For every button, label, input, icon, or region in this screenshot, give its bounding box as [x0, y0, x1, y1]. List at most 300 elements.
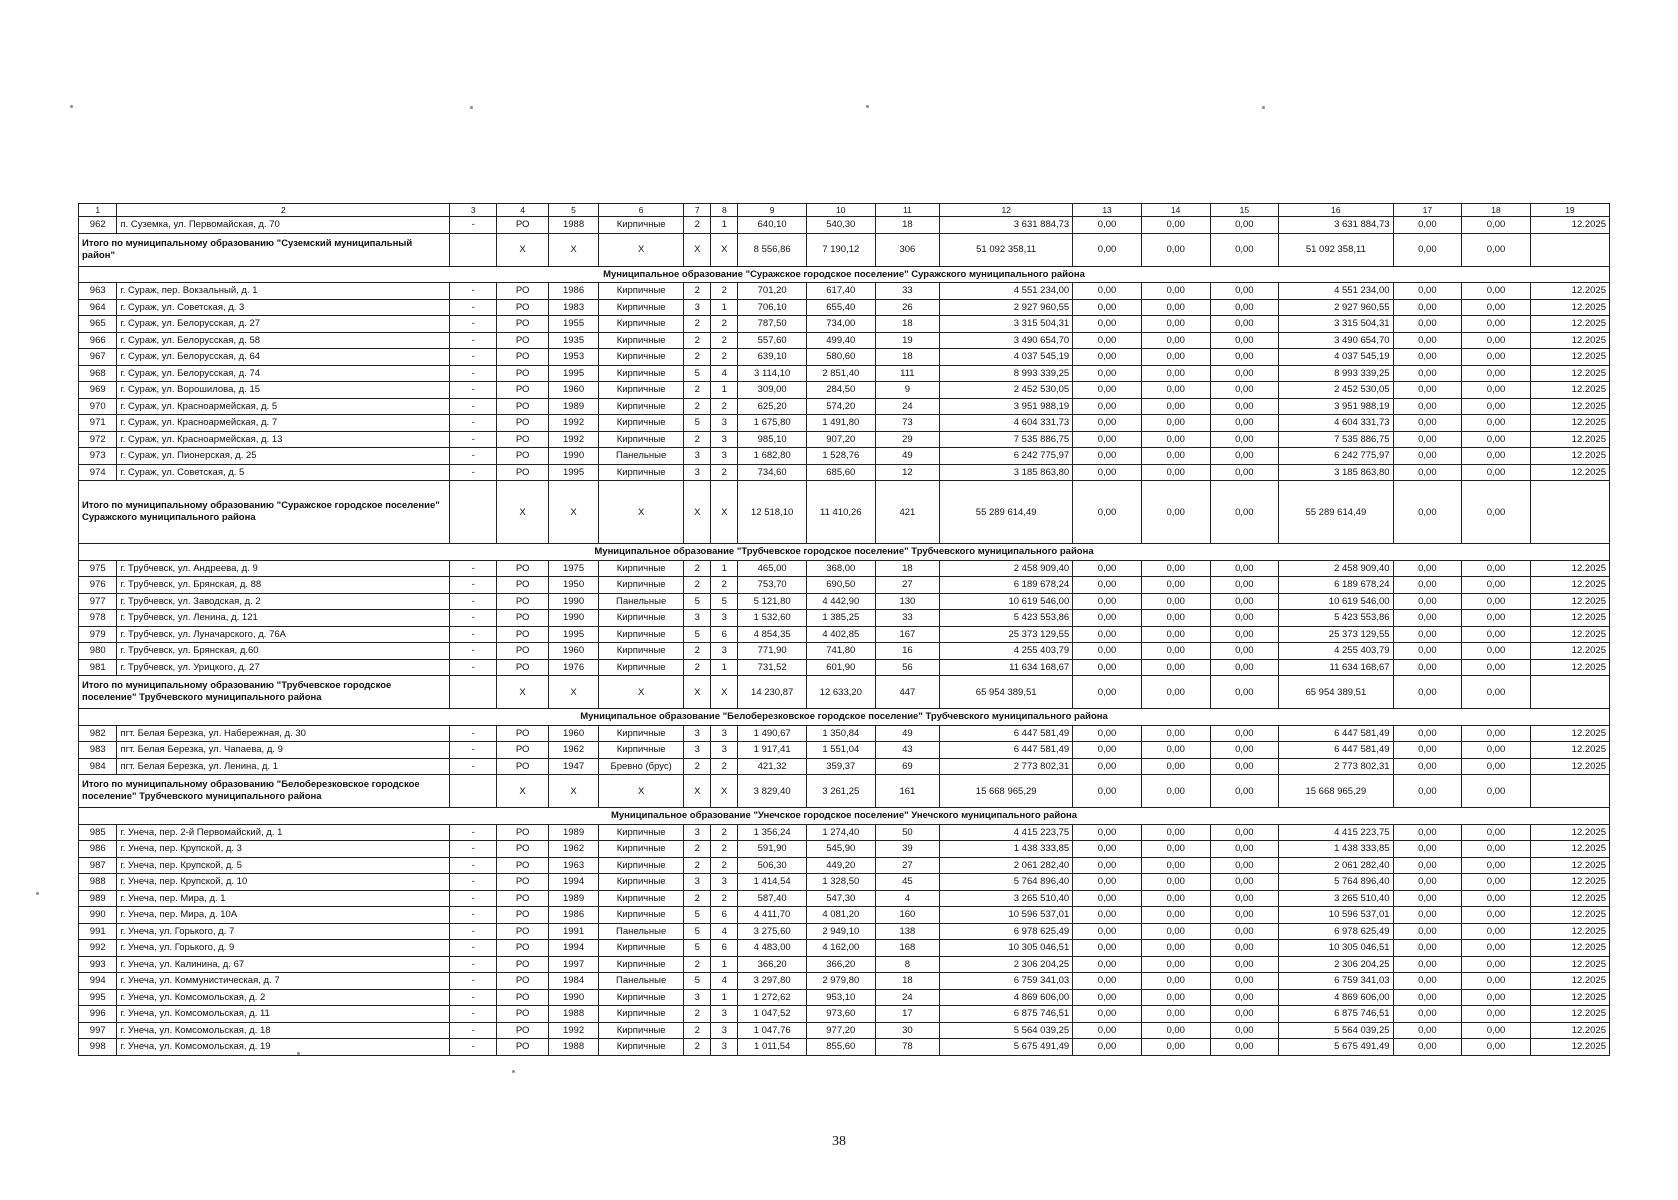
column-number: 3 — [450, 204, 497, 217]
table-cell: - — [450, 659, 497, 676]
table-cell: - — [450, 332, 497, 349]
table-cell: 0,00 — [1462, 643, 1531, 660]
table-cell: 49 — [875, 725, 939, 742]
table-row — [79, 577, 1610, 594]
table-cell: 4 402,85 — [806, 626, 875, 643]
table-cell: 3 265 510,40 — [1279, 890, 1393, 907]
table-cell: г. Унеча, пер. Мира, д. 1 — [117, 890, 450, 907]
table-cell: 0,00 — [1462, 316, 1531, 333]
table-cell: 12.2025 — [1530, 989, 1609, 1006]
table-cell: 6 189 678,24 — [1279, 577, 1393, 594]
table-cell: 0,00 — [1141, 560, 1210, 577]
table-cell: Кирпичные — [599, 742, 684, 759]
table-cell: 977 — [79, 593, 117, 610]
table-cell: 506,30 — [738, 857, 807, 874]
table-cell: 4 037 545,19 — [1279, 349, 1393, 366]
table-cell: 4 162,00 — [806, 940, 875, 957]
table-cell: Кирпичные — [599, 956, 684, 973]
table-cell: 421,32 — [738, 758, 807, 775]
table-cell: 12.2025 — [1530, 659, 1609, 676]
table-cell: 0,00 — [1393, 824, 1462, 841]
table-cell: РО — [497, 824, 549, 841]
table-cell: г. Сураж, ул. Белорусская, д. 64 — [117, 349, 450, 366]
table-cell: РО — [497, 659, 549, 676]
column-number: 8 — [711, 204, 738, 217]
column-number: 9 — [738, 204, 807, 217]
table-cell: 2 458 909,40 — [1279, 560, 1393, 577]
table-cell: 1 682,80 — [738, 448, 807, 465]
table-cell: - — [450, 940, 497, 957]
table-cell: РО — [497, 448, 549, 465]
table-cell: 0,00 — [1073, 1039, 1142, 1056]
table-cell: 3 297,80 — [738, 973, 807, 990]
table-cell: 3 — [711, 725, 738, 742]
total-cell: Х — [684, 775, 711, 808]
table-cell: 0,00 — [1073, 365, 1142, 382]
table-cell: 987 — [79, 857, 117, 874]
table-cell: 4 415 223,75 — [1279, 824, 1393, 841]
total-cell: 0,00 — [1073, 233, 1142, 266]
table-cell: г. Сураж, ул. Советская, д. 3 — [117, 299, 450, 316]
table-cell: 1991 — [549, 923, 599, 940]
table-cell: 0,00 — [1210, 890, 1279, 907]
total-cell: Х — [684, 233, 711, 266]
table-cell: РО — [497, 973, 549, 990]
table-cell: - — [450, 349, 497, 366]
table-cell: 0,00 — [1210, 593, 1279, 610]
column-number: 5 — [549, 204, 599, 217]
table-cell: - — [450, 365, 497, 382]
total-label: Итого по муниципальному образованию "Суражское городское поселение" Суражского муниципального района — [79, 481, 450, 544]
table-cell: - — [450, 973, 497, 990]
table-cell: 3 — [684, 725, 711, 742]
table-cell: 0,00 — [1210, 1006, 1279, 1023]
total-cell: Х — [684, 481, 711, 544]
table-cell: 978 — [79, 610, 117, 627]
table-cell: 1997 — [549, 956, 599, 973]
table-cell: 2 — [711, 316, 738, 333]
table-cell: г. Трубчевск, ул. Заводская, д. 2 — [117, 593, 450, 610]
table-cell: г. Сураж, пер. Вокзальный, д. 1 — [117, 283, 450, 300]
table-cell: 1995 — [549, 365, 599, 382]
total-cell: Х — [549, 775, 599, 808]
table-cell: Кирпичные — [599, 332, 684, 349]
table-cell: 0,00 — [1462, 610, 1531, 627]
table-cell: 5 — [684, 415, 711, 432]
table-cell: 0,00 — [1393, 398, 1462, 415]
table-cell: - — [450, 1006, 497, 1023]
table-cell: 0,00 — [1393, 560, 1462, 577]
table-cell: 12.2025 — [1530, 841, 1609, 858]
table-cell: 2 — [684, 382, 711, 399]
table-cell: г. Сураж, ул. Красноармейская, д. 13 — [117, 431, 450, 448]
scan-speck — [36, 892, 39, 895]
table-cell: 0,00 — [1073, 824, 1142, 841]
table-cell: 0,00 — [1462, 349, 1531, 366]
table-cell: 4 854,35 — [738, 626, 807, 643]
total-cell: 11 410,26 — [806, 481, 875, 544]
table-cell: - — [450, 1039, 497, 1056]
table-cell: 0,00 — [1210, 415, 1279, 432]
table-cell: - — [450, 923, 497, 940]
table-cell: 989 — [79, 890, 117, 907]
table-cell: 0,00 — [1141, 907, 1210, 924]
table-cell: 0,00 — [1393, 890, 1462, 907]
table-cell: 0,00 — [1210, 956, 1279, 973]
table-cell: 0,00 — [1141, 989, 1210, 1006]
table-cell: 5 423 553,86 — [1279, 610, 1393, 627]
table-cell: 0,00 — [1393, 725, 1462, 742]
table-cell: 12.2025 — [1530, 1006, 1609, 1023]
table-cell: 0,00 — [1141, 332, 1210, 349]
table-cell: 5 — [684, 923, 711, 940]
table-cell: 0,00 — [1073, 725, 1142, 742]
section-header-row — [79, 266, 1610, 283]
table-cell: 0,00 — [1462, 989, 1531, 1006]
table-cell: 3 490 654,70 — [1279, 332, 1393, 349]
table-cell: 980 — [79, 643, 117, 660]
table-cell: 0,00 — [1210, 725, 1279, 742]
table-cell: 5 564 039,25 — [1279, 1022, 1393, 1039]
table-cell: 12 — [875, 464, 939, 481]
table-cell: Кирпичные — [599, 349, 684, 366]
table-cell: РО — [497, 415, 549, 432]
table-cell: 1 — [711, 659, 738, 676]
table-cell: 0,00 — [1073, 1022, 1142, 1039]
table-cell: 6 — [711, 626, 738, 643]
table-cell: 0,00 — [1073, 973, 1142, 990]
table-cell: 12.2025 — [1530, 758, 1609, 775]
total-cell: 0,00 — [1141, 481, 1210, 544]
table-cell: - — [450, 742, 497, 759]
table-cell: 0,00 — [1141, 610, 1210, 627]
table-cell: РО — [497, 725, 549, 742]
table-cell: г. Сураж, ул. Белорусская, д. 74 — [117, 365, 450, 382]
table-cell: 1947 — [549, 758, 599, 775]
table-cell: 4 604 331,73 — [940, 415, 1073, 432]
table-cell: Кирпичные — [599, 217, 684, 234]
table-cell: 4 081,20 — [806, 907, 875, 924]
table-cell: 3 265 510,40 — [940, 890, 1073, 907]
table-cell: 3 185 863,80 — [1279, 464, 1393, 481]
table-cell: 1995 — [549, 464, 599, 481]
table-cell: 4 604 331,73 — [1279, 415, 1393, 432]
table-cell: 0,00 — [1210, 758, 1279, 775]
table-cell: 6 759 341,03 — [1279, 973, 1393, 990]
table-cell: 12.2025 — [1530, 217, 1609, 234]
table-cell: 3 — [711, 1039, 738, 1056]
table-cell: 0,00 — [1210, 841, 1279, 858]
table-cell: 0,00 — [1393, 659, 1462, 676]
table-cell: 0,00 — [1141, 1006, 1210, 1023]
table-cell: 591,90 — [738, 841, 807, 858]
table-row — [79, 398, 1610, 415]
table-cell: - — [450, 382, 497, 399]
table-cell: РО — [497, 643, 549, 660]
table-cell: 0,00 — [1141, 448, 1210, 465]
table-cell: 0,00 — [1462, 299, 1531, 316]
column-number: 2 — [117, 204, 450, 217]
table-cell: 0,00 — [1210, 577, 1279, 594]
table-row — [79, 940, 1610, 957]
table-cell: 0,00 — [1073, 448, 1142, 465]
table-cell: - — [450, 593, 497, 610]
total-cell — [450, 481, 497, 544]
table-cell: 972 — [79, 431, 117, 448]
table-row — [79, 365, 1610, 382]
table-cell: Кирпичные — [599, 857, 684, 874]
table-cell: 986 — [79, 841, 117, 858]
table-cell: 1 551,04 — [806, 742, 875, 759]
table-cell: 12.2025 — [1530, 940, 1609, 957]
table-cell: 0,00 — [1393, 956, 1462, 973]
total-cell: 447 — [875, 676, 939, 709]
table-cell: 1990 — [549, 448, 599, 465]
table-cell: 1950 — [549, 577, 599, 594]
column-number: 17 — [1393, 204, 1462, 217]
table-cell: Бревно (брус) — [599, 758, 684, 775]
table-cell: 1992 — [549, 415, 599, 432]
table-cell: 557,60 — [738, 332, 807, 349]
table-cell: Кирпичные — [599, 431, 684, 448]
total-label: Итого по муниципальному образованию "Белоберезковское городское поселение" Трубчевского муниципального района — [79, 775, 450, 808]
table-cell: 0,00 — [1393, 431, 1462, 448]
table-cell: - — [450, 431, 497, 448]
table-cell: 12.2025 — [1530, 610, 1609, 627]
table-cell: 0,00 — [1210, 382, 1279, 399]
table-cell: 160 — [875, 907, 939, 924]
table-cell: 5 — [684, 626, 711, 643]
table-cell: 1 — [711, 217, 738, 234]
total-cell: Х — [711, 676, 738, 709]
table-cell: 967 — [79, 349, 117, 366]
table-cell: 0,00 — [1393, 283, 1462, 300]
table-cell: 18 — [875, 560, 939, 577]
table-cell: 962 — [79, 217, 117, 234]
table-cell: 1 — [711, 560, 738, 577]
table-cell: 994 — [79, 973, 117, 990]
table-cell: 2 — [684, 659, 711, 676]
total-cell: Х — [711, 481, 738, 544]
total-row — [79, 481, 1610, 544]
table-cell: 639,10 — [738, 349, 807, 366]
table-cell: 4 037 545,19 — [940, 349, 1073, 366]
table-cell: 3 — [684, 824, 711, 841]
table-cell: 0,00 — [1393, 349, 1462, 366]
table-cell: - — [450, 626, 497, 643]
table-row — [79, 758, 1610, 775]
table-cell: - — [450, 283, 497, 300]
table-cell: 2 — [684, 857, 711, 874]
table-cell: 78 — [875, 1039, 939, 1056]
table-cell: 0,00 — [1393, 593, 1462, 610]
table-cell: 2 452 530,05 — [940, 382, 1073, 399]
table-row — [79, 560, 1610, 577]
table-cell: 2 — [684, 398, 711, 415]
table-cell: 992 — [79, 940, 117, 957]
table-cell: 0,00 — [1462, 890, 1531, 907]
table-cell: 3 114,10 — [738, 365, 807, 382]
document-sheet — [78, 203, 1610, 1056]
table-cell: Кирпичные — [599, 316, 684, 333]
table-cell: 0,00 — [1141, 1039, 1210, 1056]
table-cell: РО — [497, 283, 549, 300]
table-cell: Панельные — [599, 448, 684, 465]
table-cell: пгт. Белая Березка, ул. Чапаева, д. 9 — [117, 742, 450, 759]
column-number: 15 — [1210, 204, 1279, 217]
total-cell: 0,00 — [1141, 233, 1210, 266]
table-cell: 3 315 504,31 — [1279, 316, 1393, 333]
table-cell: 2 851,40 — [806, 365, 875, 382]
table-cell: 2 — [711, 349, 738, 366]
table-row — [79, 448, 1610, 465]
table-cell: 167 — [875, 626, 939, 643]
table-cell: 1 490,67 — [738, 725, 807, 742]
table-cell: - — [450, 907, 497, 924]
table-cell: 0,00 — [1141, 577, 1210, 594]
table-cell: 1962 — [549, 742, 599, 759]
table-cell: 12.2025 — [1530, 349, 1609, 366]
table-cell: 3 — [711, 448, 738, 465]
table-cell: 10 305 046,51 — [940, 940, 1073, 957]
table-cell: 0,00 — [1462, 857, 1531, 874]
table-cell: 12.2025 — [1530, 431, 1609, 448]
table-cell: 3 — [711, 610, 738, 627]
table-cell: 2 979,80 — [806, 973, 875, 990]
table-cell: - — [450, 758, 497, 775]
table-cell: 12.2025 — [1530, 299, 1609, 316]
table-cell: 977,20 — [806, 1022, 875, 1039]
table-cell: 0,00 — [1393, 989, 1462, 1006]
table-cell: Кирпичные — [599, 907, 684, 924]
table-cell: 1989 — [549, 824, 599, 841]
table-cell: пгт. Белая Березка, ул. Ленина, д. 1 — [117, 758, 450, 775]
table-row — [79, 382, 1610, 399]
table-cell: 1 917,41 — [738, 742, 807, 759]
table-cell: 5 564 039,25 — [940, 1022, 1073, 1039]
table-cell: 2 — [684, 643, 711, 660]
table-cell: Кирпичные — [599, 940, 684, 957]
total-cell: Х — [599, 775, 684, 808]
table-cell: 617,40 — [806, 283, 875, 300]
table-cell: 17 — [875, 1006, 939, 1023]
table-cell: 973,60 — [806, 1006, 875, 1023]
table-cell: 0,00 — [1073, 610, 1142, 627]
table-cell: 1990 — [549, 989, 599, 1006]
table-cell: 19 — [875, 332, 939, 349]
table-cell: 0,00 — [1073, 874, 1142, 891]
table-cell: 640,10 — [738, 217, 807, 234]
table-cell: 971 — [79, 415, 117, 432]
table-cell: Кирпичные — [599, 577, 684, 594]
total-cell: Х — [599, 481, 684, 544]
table-cell: - — [450, 448, 497, 465]
table-row — [79, 890, 1610, 907]
table-cell: 16 — [875, 643, 939, 660]
table-cell: 0,00 — [1393, 940, 1462, 957]
table-cell: 0,00 — [1210, 464, 1279, 481]
table-row — [79, 874, 1610, 891]
table-cell: Кирпичные — [599, 725, 684, 742]
table-cell: 0,00 — [1210, 560, 1279, 577]
table-cell: 0,00 — [1141, 1022, 1210, 1039]
table-cell: г. Унеча, пер. Крупской, д. 10 — [117, 874, 450, 891]
table-cell: 12.2025 — [1530, 448, 1609, 465]
table-cell: 1 272,62 — [738, 989, 807, 1006]
table-cell: 0,00 — [1210, 973, 1279, 990]
table-cell: 0,00 — [1462, 415, 1531, 432]
column-number: 10 — [806, 204, 875, 217]
table-cell: 0,00 — [1073, 940, 1142, 957]
total-cell — [450, 233, 497, 266]
table-cell: 0,00 — [1210, 332, 1279, 349]
table-cell: 1988 — [549, 217, 599, 234]
table-cell: 366,20 — [806, 956, 875, 973]
table-cell: 2 452 530,05 — [1279, 382, 1393, 399]
table-cell: 0,00 — [1393, 316, 1462, 333]
table-row — [79, 1006, 1610, 1023]
table-cell: 33 — [875, 283, 939, 300]
table-cell: 0,00 — [1073, 382, 1142, 399]
table-cell: 130 — [875, 593, 939, 610]
table-cell: Кирпичные — [599, 283, 684, 300]
section-title: Муниципальное образование "Суражское городское поселение" Суражского муниципального района — [79, 266, 1610, 283]
table-cell: 12.2025 — [1530, 874, 1609, 891]
table-cell: - — [450, 857, 497, 874]
table-cell: - — [450, 956, 497, 973]
table-cell: РО — [497, 956, 549, 973]
column-number: 18 — [1462, 204, 1531, 217]
total-cell: 0,00 — [1210, 481, 1279, 544]
table-cell: 741,80 — [806, 643, 875, 660]
table-cell: 0,00 — [1462, 1039, 1531, 1056]
table-cell: 0,00 — [1073, 415, 1142, 432]
table-cell: 2 — [684, 332, 711, 349]
table-cell: Кирпичные — [599, 299, 684, 316]
total-row — [79, 676, 1610, 709]
table-cell: 2 — [684, 758, 711, 775]
table-cell: 6 447 581,49 — [940, 742, 1073, 759]
table-cell: 4 442,90 — [806, 593, 875, 610]
table-cell: 988 — [79, 874, 117, 891]
total-cell: 55 289 614,49 — [940, 481, 1073, 544]
table-cell: 3 — [684, 299, 711, 316]
scan-speck — [512, 1070, 515, 1073]
table-cell: г. Унеча, ул. Комсомольская, д. 19 — [117, 1039, 450, 1056]
table-cell: 734,00 — [806, 316, 875, 333]
table-cell: 0,00 — [1462, 626, 1531, 643]
table-cell: 18 — [875, 217, 939, 234]
total-cell — [450, 676, 497, 709]
total-cell — [1530, 676, 1609, 709]
total-cell: 12 518,10 — [738, 481, 807, 544]
table-cell: 545,90 — [806, 841, 875, 858]
table-cell: 953,10 — [806, 989, 875, 1006]
table-cell: г. Трубчевск, ул. Луначарского, д. 76А — [117, 626, 450, 643]
table-cell: 2 — [684, 890, 711, 907]
table-cell: 0,00 — [1462, 560, 1531, 577]
section-title: Муниципальное образование "Трубчевское городское поселение" Трубчевского муниципального района — [79, 544, 1610, 561]
table-cell: 0,00 — [1141, 283, 1210, 300]
table-cell: г. Трубчевск, ул. Брянская, д.60 — [117, 643, 450, 660]
table-cell: 12.2025 — [1530, 365, 1609, 382]
table-cell: 0,00 — [1393, 1006, 1462, 1023]
table-cell: 6 — [711, 907, 738, 924]
table-cell: 734,60 — [738, 464, 807, 481]
table-cell: 0,00 — [1141, 316, 1210, 333]
table-cell: 6 447 581,49 — [1279, 742, 1393, 759]
table-cell: Кирпичные — [599, 365, 684, 382]
